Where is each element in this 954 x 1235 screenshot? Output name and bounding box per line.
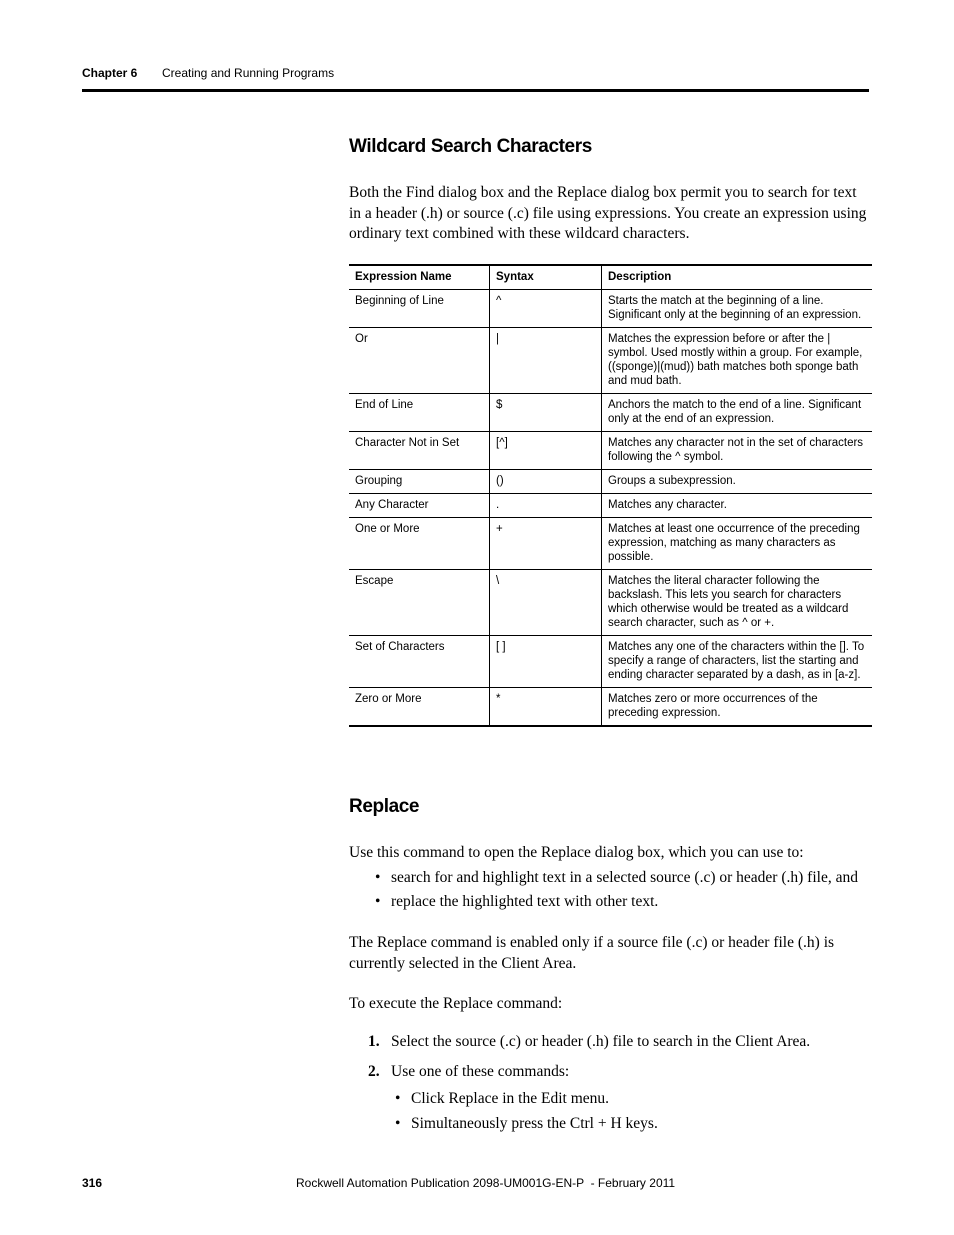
description-cell: Anchors the match to the end of a line. Significant only at the end of an expression. (602, 394, 873, 432)
step-number: 2. (368, 1063, 380, 1080)
replace-uses-list (373, 868, 873, 916)
list-item: • Click Replace in the Edit menu. (393, 1089, 863, 1114)
column-header-expression-name: Expression Name (349, 265, 490, 290)
step-list-1 (368, 1033, 868, 1051)
expression-name-cell: End of Line (349, 394, 490, 432)
description-cell: Matches zero or more occurrences of the preceding expression. (602, 688, 873, 727)
table-row (349, 494, 872, 518)
syntax-cell: [^] (490, 432, 602, 470)
expression-name-cell: Grouping (349, 470, 490, 494)
table-row (349, 518, 872, 570)
table-row (349, 290, 872, 328)
step2-command-list (393, 1089, 863, 1139)
expression-name-cell: One or More (349, 518, 490, 570)
expression-name-cell: Character Not in Set (349, 432, 490, 470)
description-cell: Matches any one of the characters within the []. To specify a range of characters, list the starting and ending character separated by a dash, as in [a-z]. (602, 636, 873, 688)
step-number: 1. (368, 1033, 380, 1050)
syntax-cell: () (490, 470, 602, 494)
expression-name-cell: Beginning of Line (349, 290, 490, 328)
step-list-2 (368, 1063, 868, 1081)
table-row (349, 688, 872, 727)
expression-name-cell: Zero or More (349, 688, 490, 727)
expression-name-cell: Or (349, 328, 490, 394)
execute-intro-paragraph: To execute the Replace command: (349, 995, 563, 1012)
section-heading-replace: Replace (349, 796, 420, 817)
chapter-label: Chapter 6 (82, 66, 138, 80)
list-item: • Simultaneously press the Ctrl + H keys. (393, 1114, 863, 1139)
description-cell: Matches the literal character following the backslash. This lets you search for characters which otherwise would be treated as a wildcard search character, such as ^ or +. (602, 570, 873, 636)
replace-intro-paragraph: Use this command to open the Replace dialog box, which you can use to: (349, 844, 804, 861)
description-cell: Matches the expression before or after the | symbol. Used mostly within a group. For example, ((sponge)|(mud)) bath matches both sponge bath and mud bath. (602, 328, 873, 394)
expression-name-cell: Set of Characters (349, 636, 490, 688)
column-header-syntax: Syntax (490, 265, 602, 290)
syntax-cell: [ ] (490, 636, 602, 688)
syntax-cell: ^ (490, 290, 602, 328)
syntax-cell: | (490, 328, 602, 394)
table-row (349, 394, 872, 432)
expression-name-cell: Any Character (349, 494, 490, 518)
syntax-cell: * (490, 688, 602, 727)
page-number: 316 (82, 1176, 103, 1190)
step-item (368, 1033, 868, 1051)
step-item (368, 1063, 868, 1081)
table-header-row (349, 265, 872, 290)
syntax-cell: \ (490, 570, 602, 636)
column-header-description: Description (602, 265, 873, 290)
description-cell: Starts the match at the beginning of a line. Significant only at the beginning of an expression. (602, 290, 873, 328)
wildcard-intro-paragraph: Both the Find dialog box and the Replace dialog box permit you to search for text in a header (.h) or source (.c) file using expressions. You create an expression using ordinary text combined with these wildcard characters. (349, 184, 867, 242)
wildcard-characters-table (349, 264, 872, 727)
step-text: Select the source (.c) or header (.h) file to search in the Client Area. (391, 1033, 811, 1050)
expression-name-cell: Escape (349, 570, 490, 636)
syntax-cell: . (490, 494, 602, 518)
table-row (349, 328, 872, 394)
description-cell: Groups a subexpression. (602, 470, 873, 494)
replace-enabled-note: The Replace command is enabled only if a source file (.c) or header file (.h) is currently selected in the Client Area. (349, 934, 835, 972)
list-item: • search for and highlight text in a selected source (.c) or header (.h) file, and (373, 868, 873, 892)
running-header (82, 66, 869, 80)
table-row (349, 432, 872, 470)
description-cell: Matches any character. (602, 494, 873, 518)
section-heading-wildcard: Wildcard Search Characters (349, 136, 592, 157)
list-item: • replace the highlighted text with other text. (373, 892, 873, 916)
table-row (349, 636, 872, 688)
description-cell: Matches at least one occurrence of the preceding expression, matching as many characters as possible. (602, 518, 873, 570)
description-cell: Matches any character not in the set of characters following the ^ symbol. (602, 432, 873, 470)
table-row (349, 570, 872, 636)
header-rule (82, 89, 869, 92)
chapter-title: Creating and Running Programs (162, 66, 335, 80)
syntax-cell: $ (490, 394, 602, 432)
publication-info: Rockwell Automation Publication 2098-UM001G-EN-P - February 2011 (296, 1176, 676, 1190)
syntax-cell: + (490, 518, 602, 570)
step-text: Use one of these commands: (391, 1063, 570, 1080)
table-row (349, 470, 872, 494)
